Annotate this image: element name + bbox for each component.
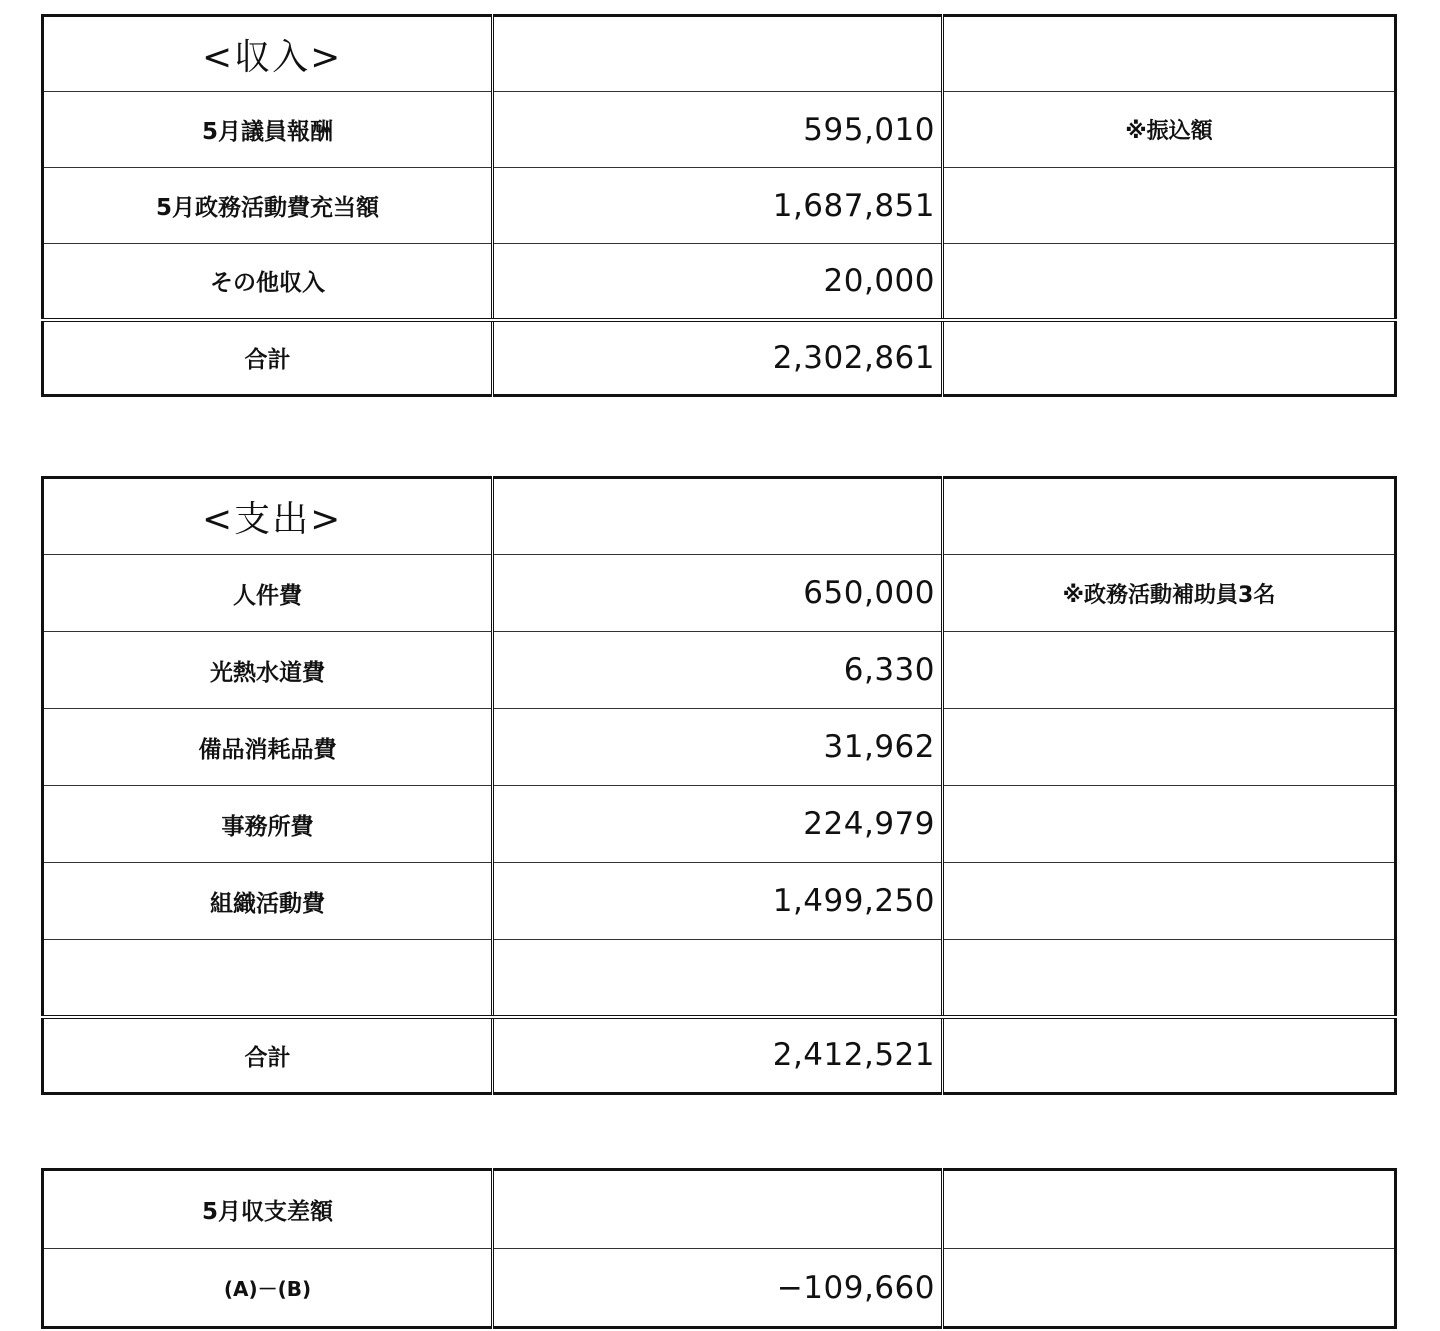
expense-row [43,863,1396,940]
balance-table [41,1168,1397,1329]
balance-label-row [43,1170,1396,1249]
expense-total-row [43,1017,1396,1094]
income-row-note [943,168,1396,244]
expense-heading: <支出> [43,478,493,555]
expense-row [43,709,1396,786]
balance-value-row [43,1249,1396,1328]
expense-header-amount-cell [493,478,943,555]
income-header-note-cell [943,16,1396,92]
expense-row-label: 備品消耗品費 [43,709,493,786]
income-row-note: ※振込額 [943,92,1396,168]
expense-row-note [943,709,1396,786]
expense-row-amount: 31,962 [493,709,943,786]
income-total-label: 合計 [43,320,493,396]
expense-table [41,476,1397,1095]
income-total-row [43,320,1396,396]
balance-label-note-cell [943,1170,1396,1249]
income-header-row [43,16,1396,92]
expense-row [43,555,1396,632]
expense-header-note-cell [943,478,1396,555]
expense-row-amount [493,940,943,1017]
income-row [43,92,1396,168]
expense-row [43,786,1396,863]
expense-row-amount: 1,499,250 [493,863,943,940]
expense-row-label: 事務所費 [43,786,493,863]
balance-formula: (A)－(B) [43,1249,493,1328]
expense-row-note [943,940,1396,1017]
expense-row-note [943,632,1396,709]
expense-row-amount: 6,330 [493,632,943,709]
income-header-amount-cell [493,16,943,92]
balance-label: 5月収支差額 [43,1170,493,1249]
expense-row-note: ※政務活動補助員3名 [943,555,1396,632]
income-row-amount: 595,010 [493,92,943,168]
income-row-label: その他収入 [43,244,493,320]
income-row [43,244,1396,320]
income-row-amount: 1,687,851 [493,168,943,244]
income-row-label: 5月政務活動費充当額 [43,168,493,244]
balance-label-amount-cell [493,1170,943,1249]
expense-row-note [943,863,1396,940]
expense-total-label: 合計 [43,1017,493,1094]
expense-row-label: 人件費 [43,555,493,632]
income-total-amount: 2,302,861 [493,320,943,396]
expense-row-note [943,786,1396,863]
income-total-note [943,320,1396,396]
balance-amount: −109,660 [493,1249,943,1328]
income-row-label: 5月議員報酬 [43,92,493,168]
expense-total-amount: 2,412,521 [493,1017,943,1094]
expense-row-label: 組織活動費 [43,863,493,940]
balance-note-cell [943,1249,1396,1328]
income-row [43,168,1396,244]
expense-row-amount: 650,000 [493,555,943,632]
expense-row-label [43,940,493,1017]
income-row-amount: 20,000 [493,244,943,320]
income-heading: <収入> [43,16,493,92]
expense-row-label: 光熱水道費 [43,632,493,709]
expense-total-note [943,1017,1396,1094]
expense-row-amount: 224,979 [493,786,943,863]
income-table [41,14,1397,397]
expense-row [43,632,1396,709]
expense-row-empty [43,940,1396,1017]
expense-header-row [43,478,1396,555]
income-row-note [943,244,1396,320]
